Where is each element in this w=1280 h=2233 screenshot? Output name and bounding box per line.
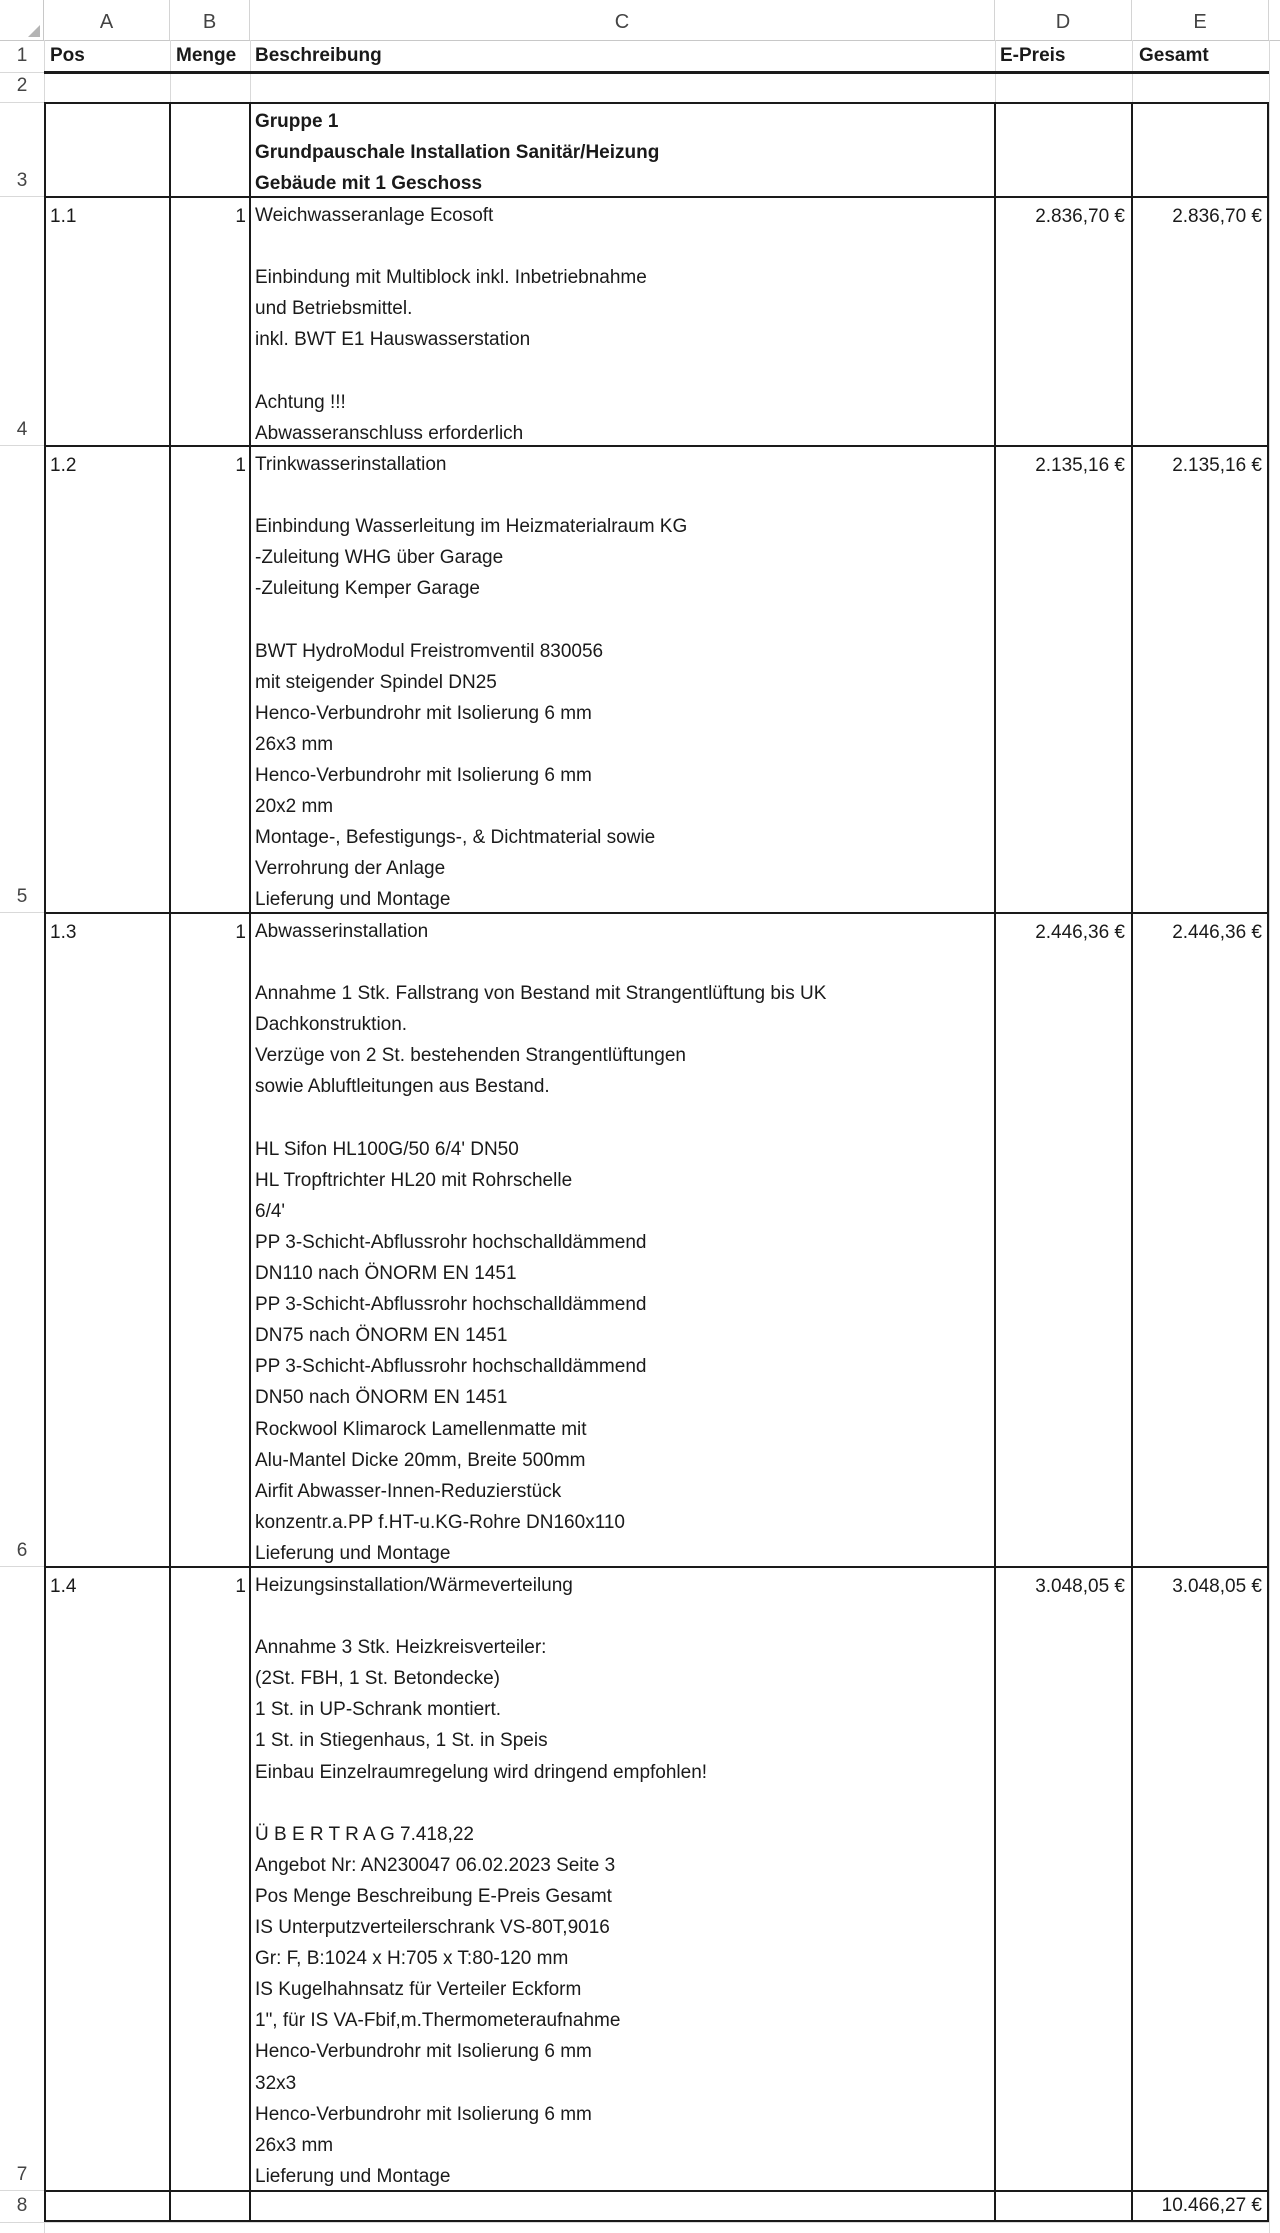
description-line: DN110 nach ÖNORM EN 1451	[255, 1263, 517, 1285]
description-line: DN50 nach ÖNORM EN 1451	[255, 1387, 508, 1409]
header-bottom-border	[44, 71, 1269, 74]
description-line: inkl. BWT E1 Hauswasserstation	[255, 329, 531, 351]
description-line: Lieferung und Montage	[255, 2165, 451, 2187]
description-line: Lieferung und Montage	[255, 1542, 451, 1564]
column-header-bar	[0, 0, 1280, 41]
item-gesamt[interactable]: 2.135,16 €	[1172, 455, 1262, 476]
description-line: Weichwasseranlage Ecosoft	[255, 205, 494, 226]
item-epreis[interactable]: 2.446,36 €	[1035, 922, 1125, 943]
column-header-c[interactable]: C	[250, 0, 995, 40]
description-line: Alu-Mantel Dicke 20mm, Breite 500mm	[255, 1449, 586, 1471]
description-line: IS Kugelhahnsatz für Verteiler Eckform	[255, 1979, 582, 2001]
description-line: Dachkonstruktion.	[255, 1014, 408, 1036]
row-header-5[interactable]: 5	[16, 886, 28, 907]
row-header-7[interactable]: 7	[16, 2164, 28, 2185]
description-line: mit steigender Spindel DN25	[255, 671, 497, 693]
description-line: 1 St. in UP-Schrank montiert.	[255, 1699, 502, 1721]
gridline	[0, 1566, 44, 1567]
item-gesamt[interactable]: 2.836,70 €	[1172, 206, 1262, 227]
description-line: -Zuleitung WHG über Garage	[255, 547, 504, 569]
item-description-cell[interactable]	[255, 449, 687, 915]
item-menge[interactable]: 1	[235, 206, 246, 227]
description-line: DN75 nach ÖNORM EN 1451	[255, 1325, 508, 1347]
description-line: (2St. FBH, 1 St. Betondecke)	[255, 1668, 500, 1690]
gridline	[0, 102, 44, 103]
description-line: Einbindung Wasserleitung im Heizmaterialraum KG	[255, 516, 688, 538]
description-line	[255, 355, 647, 386]
description-line: Gr: F, B:1024 x H:705 x T:80-120 mm	[255, 1948, 569, 1970]
description-line	[255, 1601, 707, 1632]
item-epreis[interactable]: 3.048,05 €	[1035, 1576, 1125, 1597]
group-line: Grundpauschale Installation Sanitär/Heizung	[255, 142, 660, 164]
header-pos[interactable]: Pos	[50, 45, 85, 66]
column-header-b[interactable]: B	[170, 0, 250, 40]
description-line: Henco-Verbundrohr mit Isolierung 6 mm	[255, 702, 592, 724]
item-description-cell[interactable]	[255, 1570, 707, 2192]
header-beschreibung[interactable]: Beschreibung	[255, 45, 382, 66]
gridline	[0, 2222, 44, 2223]
gridline	[0, 2190, 44, 2191]
table-border	[1131, 102, 1133, 2222]
header-menge[interactable]: Menge	[176, 45, 237, 66]
item-description-cell[interactable]	[255, 200, 647, 449]
item-menge[interactable]: 1	[235, 455, 246, 476]
group-line: Gebäude mit 1 Geschoss	[255, 173, 483, 195]
description-line: 6/4'	[255, 1200, 286, 1222]
description-line: 26x3 mm	[255, 733, 334, 755]
description-line: 1 St. in Stiegenhaus, 1 St. in Speis	[255, 1730, 548, 1752]
description-line: Trinkwasserinstallation	[255, 454, 447, 475]
description-line: sowie Abluftleitungen aus Bestand.	[255, 1076, 550, 1098]
description-line: Abwasseranschluss erforderlich	[255, 422, 524, 444]
description-line: Ü B E R T R A G 7.418,22	[255, 1823, 474, 1845]
description-line: Achtung !!!	[255, 391, 346, 413]
column-header-d[interactable]: D	[995, 0, 1132, 40]
description-line	[255, 480, 687, 511]
gridline	[44, 2222, 1269, 2223]
description-line: Montage-, Befestigungs-, & Dichtmaterial sowie	[255, 827, 656, 849]
select-all-corner[interactable]	[0, 0, 44, 40]
row-header-2[interactable]: 2	[16, 75, 28, 96]
total-gesamt[interactable]: 10.466,27 €	[1161, 2195, 1262, 2216]
description-line: Annahme 1 Stk. Fallstrang von Bestand mit Strangentlüftung bis UK	[255, 983, 827, 1005]
description-line: Einbau Einzelraumregelung wird dringend empfohlen!	[255, 1761, 708, 1783]
item-epreis[interactable]: 2.836,70 €	[1035, 206, 1125, 227]
description-line: Heizungsinstallation/Wärmeverteilung	[255, 1575, 573, 1596]
item-menge[interactable]: 1	[235, 1576, 246, 1597]
description-line: Henco-Verbundrohr mit Isolierung 6 mm	[255, 764, 592, 786]
description-line: Verrohrung der Anlage	[255, 858, 446, 880]
description-line	[255, 1788, 707, 1819]
table-border	[44, 445, 1269, 447]
description-line	[255, 604, 687, 635]
description-line: HL Sifon HL100G/50 6/4' DN50	[255, 1138, 519, 1160]
description-line: PP 3-Schicht-Abflussrohr hochschalldämmend	[255, 1294, 647, 1316]
description-line: und Betriebsmittel.	[255, 298, 413, 320]
group-line: Gruppe 1	[255, 111, 339, 132]
column-header-a[interactable]: A	[44, 0, 170, 40]
description-line: IS Unterputzverteilerschrank VS-80T,9016	[255, 1917, 610, 1939]
column-header-e[interactable]: E	[1132, 0, 1269, 40]
description-line: Verzüge von 2 St. bestehenden Strangentlüftungen	[255, 1045, 686, 1067]
item-epreis[interactable]: 2.135,16 €	[1035, 455, 1125, 476]
description-line: PP 3-Schicht-Abflussrohr hochschalldämmend	[255, 1231, 647, 1253]
row-header-6[interactable]: 6	[16, 1540, 28, 1561]
description-line: BWT HydroModul Freistromventil 830056	[255, 640, 604, 662]
description-line: Pos Menge Beschreibung E-Preis Gesamt	[255, 1885, 612, 1907]
description-line: PP 3-Schicht-Abflussrohr hochschalldämmend	[255, 1356, 647, 1378]
item-gesamt[interactable]: 3.048,05 €	[1172, 1576, 1262, 1597]
description-line: 20x2 mm	[255, 796, 334, 818]
description-line: Henco-Verbundrohr mit Isolierung 6 mm	[255, 2041, 592, 2063]
gridline	[0, 445, 44, 446]
description-line	[255, 947, 826, 978]
table-border	[994, 102, 996, 2222]
description-line	[255, 231, 647, 262]
row-header-4[interactable]: 4	[16, 419, 28, 440]
description-line	[255, 1103, 826, 1134]
table-border	[169, 102, 171, 2222]
description-line: -Zuleitung Kemper Garage	[255, 578, 480, 600]
group-description-cell[interactable]	[255, 106, 659, 199]
description-line: HL Tropftrichter HL20 mit Rohrschelle	[255, 1169, 573, 1191]
item-pos[interactable]: 1.1	[50, 206, 77, 227]
header-epreis[interactable]: E-Preis	[1000, 45, 1066, 66]
gridline	[0, 912, 44, 913]
item-menge[interactable]: 1	[235, 922, 246, 943]
row-header-3[interactable]: 3	[16, 170, 28, 191]
description-line: Rockwool Klimarock Lamellenmatte mit	[255, 1418, 587, 1440]
description-line: Angebot Nr: AN230047 06.02.2023 Seite 3	[255, 1854, 616, 1876]
description-line: Abwasserinstallation	[255, 921, 429, 942]
item-gesamt[interactable]: 2.446,36 €	[1172, 922, 1262, 943]
description-line: Airfit Abwasser-Innen-Reduzierstück	[255, 1480, 562, 1502]
table-border	[249, 102, 251, 2222]
description-line: 1", für IS VA-Fbif,m.Thermometeraufnahme	[255, 2010, 621, 2032]
row-header-8[interactable]: 8	[16, 2195, 28, 2216]
description-line: Lieferung und Montage	[255, 889, 451, 911]
item-description-cell[interactable]	[255, 916, 826, 1569]
select-all-icon	[28, 25, 40, 37]
item-pos[interactable]: 1.4	[50, 1576, 77, 1597]
table-border	[44, 102, 1269, 104]
table-border	[1267, 102, 1269, 2222]
table-border	[44, 102, 46, 2222]
description-line: Henco-Verbundrohr mit Isolierung 6 mm	[255, 2103, 592, 2125]
item-pos[interactable]: 1.3	[50, 922, 77, 943]
description-line: Einbindung mit Multiblock inkl. Inbetriebnahme	[255, 267, 647, 289]
gridline	[0, 72, 44, 73]
gridline	[0, 196, 44, 197]
item-pos[interactable]: 1.2	[50, 455, 77, 476]
row-header-1[interactable]: 1	[16, 45, 28, 66]
description-line: konzentr.a.PP f.HT-u.KG-Rohre DN160x110	[255, 1511, 625, 1533]
description-line: 32x3	[255, 2072, 297, 2094]
gridline	[1269, 40, 1270, 2233]
table-border	[44, 2220, 1269, 2222]
description-line: 26x3 mm	[255, 2134, 334, 2156]
header-gesamt[interactable]: Gesamt	[1139, 45, 1209, 66]
description-line: Annahme 3 Stk. Heizkreisverteiler:	[255, 1637, 547, 1659]
